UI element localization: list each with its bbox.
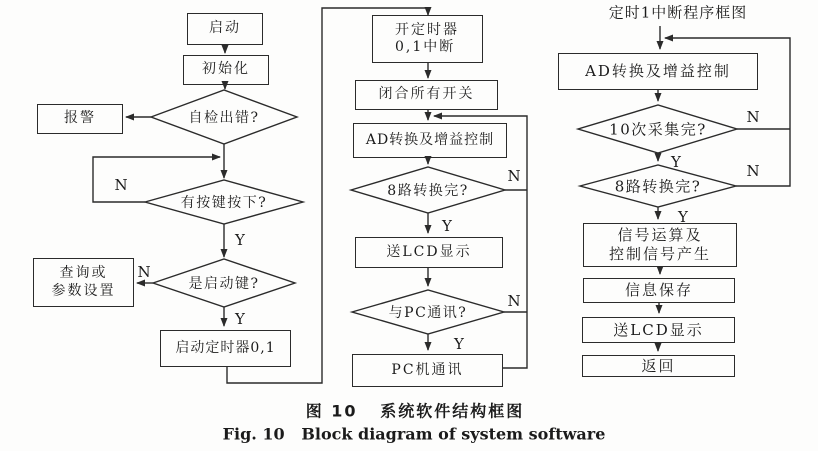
branch-y-acq10: Y (671, 153, 681, 171)
label-key-pressed: 有按键按下? (180, 195, 268, 211)
box-alarm (37, 104, 123, 134)
box-return (582, 355, 735, 377)
box-signal-calc-line1: 信号运算及 (617, 226, 703, 245)
branch-y-start-key: Y (235, 310, 245, 328)
box-open-timer (372, 15, 483, 63)
label-self-check: 自检出错? (188, 110, 260, 126)
caption-english: Fig. 10 Block diagram of system software (222, 424, 606, 444)
caption-chinese: 图 10 系统软件结构框图 (305, 401, 525, 421)
box-start-label: 启动 (209, 20, 241, 37)
branch-y-ch8-right: Y (678, 208, 688, 226)
box-pc-comm (352, 354, 503, 387)
box-open-timer-line2: 0,1中断 (395, 39, 456, 55)
branch-y-pc-comm: Y (454, 335, 464, 353)
box-lcd-mid-label: 送LCD显示 (386, 243, 472, 260)
box-ad-gain-mid (353, 123, 507, 158)
label-pc-comm-q: 与PC通讯? (388, 305, 468, 321)
box-start-timer-label: 启动定时器0,1 (175, 339, 276, 356)
branch-n-start-key: N (137, 263, 151, 281)
box-close-switches-label: 闭合所有开关 (378, 86, 475, 103)
label-ch8-done-mid: 8路转换完? (387, 183, 469, 199)
branch-n-ch8-right: N (746, 162, 760, 180)
box-query-param (33, 258, 134, 307)
box-open-timer-line1: 开定时器 (395, 21, 459, 38)
box-start-timer (160, 330, 291, 367)
box-start (187, 13, 263, 45)
box-info-save (583, 278, 735, 303)
box-signal-calc (583, 223, 737, 267)
branch-n-ch8-mid: N (507, 167, 521, 185)
box-signal-calc-line2: 控制信号产生 (608, 245, 711, 263)
box-lcd-right (582, 317, 735, 343)
box-ad-gain-mid-label: AD转换及增益控制 (365, 131, 495, 148)
branch-n-key-loop: N (114, 176, 128, 194)
right-flow-title: 定时1中断程序框图 (608, 3, 748, 22)
box-init-label: 初始化 (202, 61, 250, 78)
box-query-line1: 查询或 (59, 265, 108, 281)
box-info-save-label: 信息保存 (624, 281, 693, 300)
branch-n-pc-comm: N (507, 292, 521, 310)
branch-y-key-pressed: Y (235, 231, 245, 249)
box-pc-comm-label: PC机通讯 (391, 361, 464, 378)
box-ad-gain-right (558, 53, 758, 90)
box-close-switches (355, 80, 498, 110)
branch-n-acq10: N (746, 108, 760, 126)
label-acq10-done: 10次采集完? (609, 120, 707, 139)
box-query-line2: 参数设置 (51, 282, 116, 299)
box-return-label: 返回 (641, 356, 676, 375)
label-is-start-key: 是启动键? (188, 276, 260, 292)
box-ad-gain-right-label: AD转换及增益控制 (585, 62, 731, 81)
label-ch8-done-right: 8路转换完? (614, 177, 702, 196)
box-lcd-right-label: 送LCD显示 (613, 320, 704, 339)
box-alarm-label: 报警 (64, 110, 96, 127)
box-lcd-mid (355, 237, 503, 268)
branch-y-ch8-mid: Y (442, 217, 452, 235)
box-init (183, 55, 269, 85)
